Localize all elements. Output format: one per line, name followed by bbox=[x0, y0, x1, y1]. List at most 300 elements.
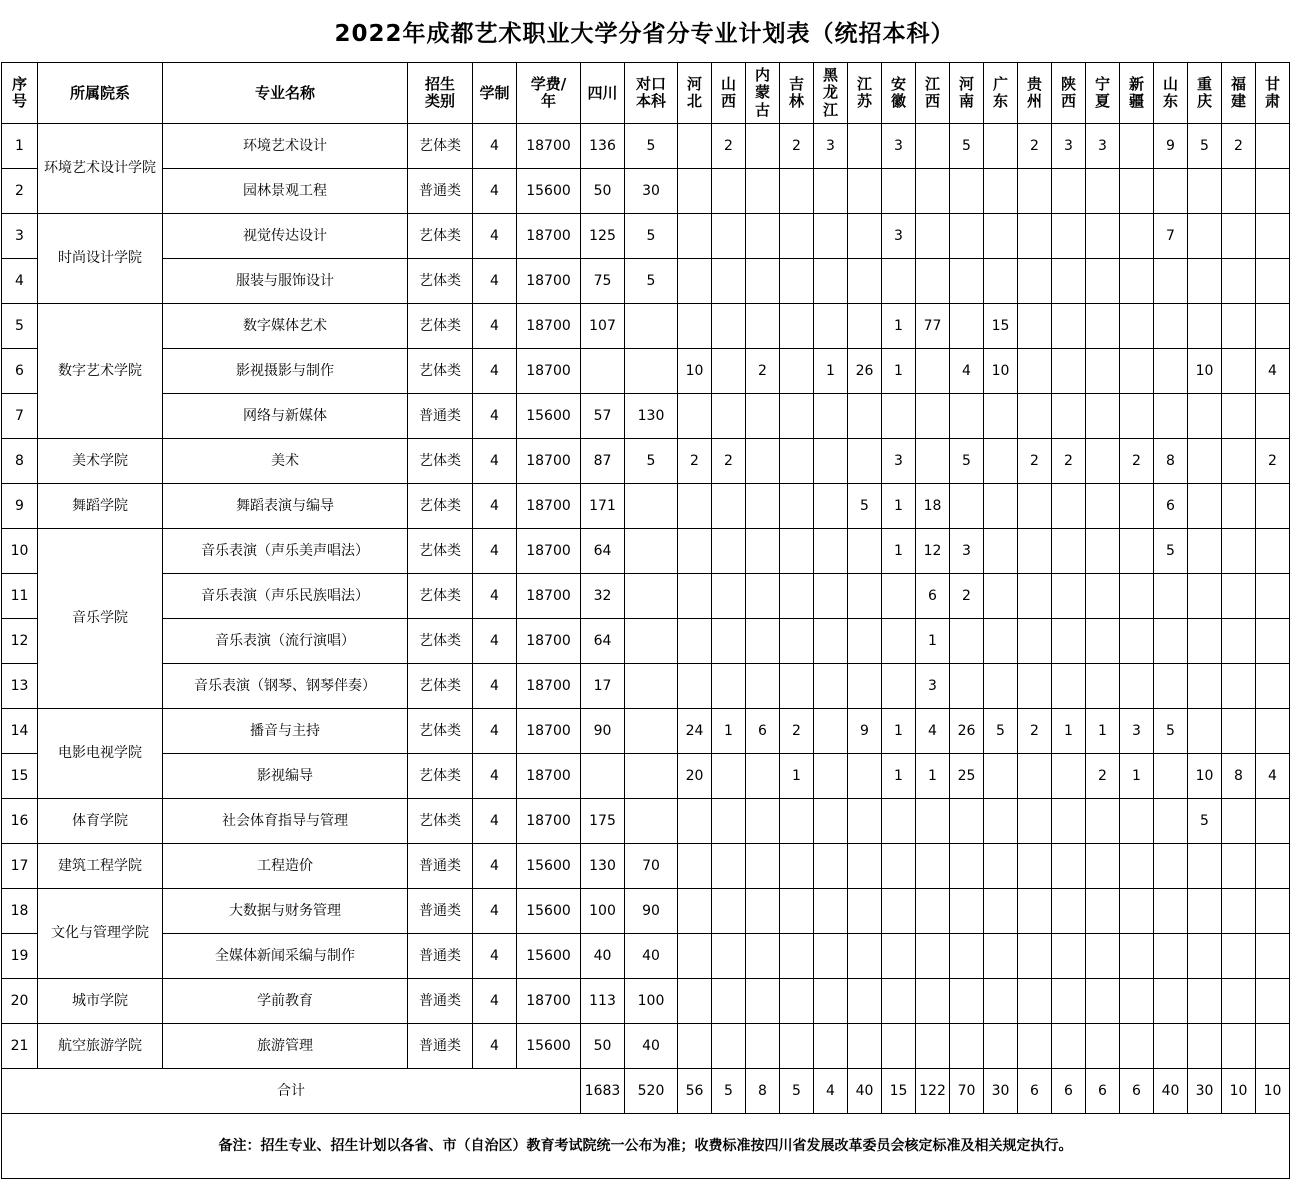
header-province: 重 庆 bbox=[1188, 63, 1222, 124]
row-index: 4 bbox=[2, 259, 38, 304]
province-quota bbox=[1018, 754, 1052, 799]
province-quota: 1 bbox=[882, 349, 916, 394]
counterpart-quota: 5 bbox=[625, 214, 678, 259]
province-quota bbox=[848, 574, 882, 619]
province-quota bbox=[1018, 889, 1052, 934]
province-quota bbox=[950, 844, 984, 889]
province-quota bbox=[1222, 259, 1256, 304]
row-index: 8 bbox=[2, 439, 38, 484]
major-name: 学前教育 bbox=[163, 979, 408, 1024]
province-quota: 1 bbox=[814, 349, 848, 394]
header-years: 学制 bbox=[473, 63, 517, 124]
counterpart-quota bbox=[625, 349, 678, 394]
province-quota: 7 bbox=[1154, 214, 1188, 259]
province-quota bbox=[746, 934, 780, 979]
counterpart-quota: 100 bbox=[625, 979, 678, 1024]
province-quota: 8 bbox=[1222, 754, 1256, 799]
province-quota: 1 bbox=[882, 754, 916, 799]
province-quota bbox=[780, 664, 814, 709]
study-years: 4 bbox=[473, 1024, 517, 1069]
province-quota bbox=[950, 259, 984, 304]
header-province: 山 东 bbox=[1154, 63, 1188, 124]
province-quota bbox=[780, 529, 814, 574]
province-quota bbox=[916, 259, 950, 304]
province-quota bbox=[814, 574, 848, 619]
province-quota bbox=[712, 529, 746, 574]
province-quota bbox=[1086, 169, 1120, 214]
province-quota bbox=[1222, 439, 1256, 484]
tuition-fee: 18700 bbox=[517, 979, 581, 1024]
province-quota bbox=[1120, 1024, 1154, 1069]
province-quota bbox=[848, 979, 882, 1024]
sichuan-quota: 17 bbox=[581, 664, 625, 709]
table-row bbox=[2, 484, 1290, 529]
province-quota bbox=[1052, 754, 1086, 799]
province-quota bbox=[814, 844, 848, 889]
province-quota bbox=[950, 889, 984, 934]
sichuan-quota: 130 bbox=[581, 844, 625, 889]
province-quota bbox=[882, 979, 916, 1024]
province-quota: 1 bbox=[882, 484, 916, 529]
counterpart-quota bbox=[625, 709, 678, 754]
province-quota bbox=[780, 259, 814, 304]
college-name: 时尚设计学院 bbox=[38, 214, 163, 304]
province-quota bbox=[814, 889, 848, 934]
province-quota bbox=[712, 394, 746, 439]
province-quota bbox=[882, 799, 916, 844]
province-quota bbox=[1018, 259, 1052, 304]
province-quota bbox=[678, 844, 712, 889]
province-quota bbox=[1222, 304, 1256, 349]
province-quota: 5 bbox=[848, 484, 882, 529]
province-quota bbox=[984, 844, 1018, 889]
province-quota bbox=[950, 934, 984, 979]
table-row bbox=[2, 664, 1290, 709]
province-quota bbox=[916, 169, 950, 214]
table-row bbox=[2, 799, 1290, 844]
province-quota bbox=[1120, 484, 1154, 529]
province-quota bbox=[984, 394, 1018, 439]
total-province: 30 bbox=[1188, 1069, 1222, 1114]
plan-table-body bbox=[2, 63, 1290, 1179]
province-quota: 1 bbox=[780, 754, 814, 799]
enroll-category: 艺体类 bbox=[408, 214, 473, 259]
province-quota bbox=[916, 124, 950, 169]
province-quota bbox=[1222, 709, 1256, 754]
province-quota bbox=[1120, 124, 1154, 169]
province-quota bbox=[1018, 529, 1052, 574]
province-quota bbox=[1154, 394, 1188, 439]
sichuan-quota: 40 bbox=[581, 934, 625, 979]
major-name: 大数据与财务管理 bbox=[163, 889, 408, 934]
study-years: 4 bbox=[473, 169, 517, 214]
province-quota bbox=[1018, 1024, 1052, 1069]
province-quota bbox=[712, 799, 746, 844]
province-quota bbox=[678, 214, 712, 259]
province-quota: 4 bbox=[1256, 754, 1290, 799]
province-quota bbox=[712, 979, 746, 1024]
total-province: 6 bbox=[1052, 1069, 1086, 1114]
province-quota bbox=[1188, 394, 1222, 439]
enroll-category: 艺体类 bbox=[408, 709, 473, 754]
total-province: 30 bbox=[984, 1069, 1018, 1114]
province-quota bbox=[1018, 664, 1052, 709]
province-quota bbox=[1256, 529, 1290, 574]
province-quota bbox=[1120, 799, 1154, 844]
province-quota bbox=[1154, 799, 1188, 844]
college-name: 航空旅游学院 bbox=[38, 1024, 163, 1069]
total-province: 5 bbox=[780, 1069, 814, 1114]
total-province: 70 bbox=[950, 1069, 984, 1114]
province-quota bbox=[1018, 844, 1052, 889]
total-province: 6 bbox=[1018, 1069, 1052, 1114]
province-quota bbox=[1086, 799, 1120, 844]
major-name: 影视摄影与制作 bbox=[163, 349, 408, 394]
study-years: 4 bbox=[473, 214, 517, 259]
province-quota: 2 bbox=[1086, 754, 1120, 799]
province-quota bbox=[916, 394, 950, 439]
row-index: 10 bbox=[2, 529, 38, 574]
province-quota bbox=[1222, 664, 1256, 709]
table-row bbox=[2, 844, 1290, 889]
province-quota bbox=[1120, 214, 1154, 259]
province-quota: 18 bbox=[916, 484, 950, 529]
province-quota: 3 bbox=[882, 124, 916, 169]
province-quota: 2 bbox=[950, 574, 984, 619]
enroll-category: 艺体类 bbox=[408, 484, 473, 529]
province-quota bbox=[712, 754, 746, 799]
header-province: 内 蒙 古 bbox=[746, 63, 780, 124]
province-quota bbox=[780, 934, 814, 979]
province-quota bbox=[1256, 484, 1290, 529]
province-quota bbox=[984, 124, 1018, 169]
sichuan-quota: 125 bbox=[581, 214, 625, 259]
province-quota bbox=[1086, 394, 1120, 439]
sichuan-quota: 113 bbox=[581, 979, 625, 1024]
province-quota bbox=[1256, 799, 1290, 844]
study-years: 4 bbox=[473, 619, 517, 664]
row-index: 3 bbox=[2, 214, 38, 259]
province-quota bbox=[1120, 844, 1154, 889]
province-quota bbox=[1018, 574, 1052, 619]
province-quota bbox=[780, 349, 814, 394]
province-quota bbox=[814, 214, 848, 259]
province-quota bbox=[950, 979, 984, 1024]
sichuan-quota: 50 bbox=[581, 1024, 625, 1069]
province-quota: 77 bbox=[916, 304, 950, 349]
tuition-fee: 18700 bbox=[517, 259, 581, 304]
province-quota bbox=[1222, 934, 1256, 979]
province-quota bbox=[1256, 259, 1290, 304]
province-quota bbox=[1188, 484, 1222, 529]
major-name: 音乐表演（声乐美声唱法） bbox=[163, 529, 408, 574]
table-row bbox=[2, 889, 1290, 934]
province-quota: 4 bbox=[950, 349, 984, 394]
province-quota bbox=[1154, 619, 1188, 664]
province-quota: 10 bbox=[678, 349, 712, 394]
total-province: 6 bbox=[1120, 1069, 1154, 1114]
province-quota bbox=[1018, 799, 1052, 844]
enroll-category: 艺体类 bbox=[408, 349, 473, 394]
province-quota: 26 bbox=[848, 349, 882, 394]
province-quota bbox=[984, 619, 1018, 664]
province-quota bbox=[1052, 1024, 1086, 1069]
province-quota: 2 bbox=[746, 349, 780, 394]
province-quota: 5 bbox=[950, 124, 984, 169]
province-quota bbox=[678, 619, 712, 664]
province-quota bbox=[814, 439, 848, 484]
header-province: 河 北 bbox=[678, 63, 712, 124]
province-quota bbox=[848, 889, 882, 934]
province-quota bbox=[984, 529, 1018, 574]
counterpart-quota bbox=[625, 574, 678, 619]
tuition-fee: 15600 bbox=[517, 169, 581, 214]
province-quota bbox=[1052, 574, 1086, 619]
header-major: 专业名称 bbox=[163, 63, 408, 124]
row-index: 12 bbox=[2, 619, 38, 664]
province-quota bbox=[678, 484, 712, 529]
total-label: 合计 bbox=[2, 1069, 581, 1114]
province-quota bbox=[780, 439, 814, 484]
major-name: 旅游管理 bbox=[163, 1024, 408, 1069]
province-quota bbox=[1154, 304, 1188, 349]
province-quota: 26 bbox=[950, 709, 984, 754]
province-quota bbox=[848, 529, 882, 574]
sichuan-quota: 100 bbox=[581, 889, 625, 934]
province-quota bbox=[1222, 619, 1256, 664]
province-quota bbox=[678, 394, 712, 439]
province-quota bbox=[984, 484, 1018, 529]
sichuan-quota: 87 bbox=[581, 439, 625, 484]
province-quota bbox=[746, 304, 780, 349]
province-quota: 1 bbox=[882, 709, 916, 754]
province-quota: 10 bbox=[1188, 754, 1222, 799]
enroll-category: 艺体类 bbox=[408, 124, 473, 169]
counterpart-quota: 90 bbox=[625, 889, 678, 934]
province-quota bbox=[1120, 529, 1154, 574]
province-quota bbox=[1086, 619, 1120, 664]
province-quota bbox=[848, 304, 882, 349]
major-name: 音乐表演（钢琴、钢琴伴奏） bbox=[163, 664, 408, 709]
province-quota bbox=[1120, 169, 1154, 214]
province-quota bbox=[1086, 349, 1120, 394]
province-quota bbox=[848, 169, 882, 214]
province-quota bbox=[712, 574, 746, 619]
province-quota bbox=[1120, 574, 1154, 619]
province-quota bbox=[1052, 259, 1086, 304]
province-quota bbox=[1222, 529, 1256, 574]
province-quota bbox=[1188, 844, 1222, 889]
header-province: 江 苏 bbox=[848, 63, 882, 124]
province-quota bbox=[1256, 214, 1290, 259]
province-quota bbox=[848, 844, 882, 889]
province-quota bbox=[882, 619, 916, 664]
college-name: 环境艺术设计学院 bbox=[38, 124, 163, 214]
province-quota: 2 bbox=[712, 439, 746, 484]
major-name: 视觉传达设计 bbox=[163, 214, 408, 259]
sichuan-quota bbox=[581, 349, 625, 394]
province-quota bbox=[1222, 799, 1256, 844]
enroll-category: 普通类 bbox=[408, 934, 473, 979]
province-quota bbox=[1052, 484, 1086, 529]
province-quota bbox=[1086, 304, 1120, 349]
major-name: 数字媒体艺术 bbox=[163, 304, 408, 349]
province-quota bbox=[848, 754, 882, 799]
header-province: 甘 肃 bbox=[1256, 63, 1290, 124]
province-quota bbox=[712, 619, 746, 664]
table-row bbox=[2, 754, 1290, 799]
province-quota bbox=[1086, 844, 1120, 889]
major-name: 全媒体新闻采编与制作 bbox=[163, 934, 408, 979]
total-counterpart: 520 bbox=[625, 1069, 678, 1114]
province-quota bbox=[780, 1024, 814, 1069]
province-quota: 2 bbox=[1222, 124, 1256, 169]
table-row bbox=[2, 979, 1290, 1024]
province-quota: 4 bbox=[1256, 349, 1290, 394]
province-quota bbox=[916, 979, 950, 1024]
counterpart-quota: 5 bbox=[625, 439, 678, 484]
province-quota bbox=[1018, 394, 1052, 439]
province-quota bbox=[814, 709, 848, 754]
province-quota bbox=[882, 394, 916, 439]
province-quota bbox=[1222, 169, 1256, 214]
tuition-fee: 18700 bbox=[517, 484, 581, 529]
total-province: 56 bbox=[678, 1069, 712, 1114]
province-quota bbox=[1188, 259, 1222, 304]
tuition-fee: 15600 bbox=[517, 934, 581, 979]
province-quota bbox=[1256, 709, 1290, 754]
total-row bbox=[2, 1069, 1290, 1114]
province-quota bbox=[848, 664, 882, 709]
study-years: 4 bbox=[473, 574, 517, 619]
major-name: 舞蹈表演与编导 bbox=[163, 484, 408, 529]
province-quota bbox=[950, 484, 984, 529]
province-quota bbox=[882, 259, 916, 304]
province-quota bbox=[1188, 934, 1222, 979]
sichuan-quota: 57 bbox=[581, 394, 625, 439]
province-quota bbox=[1052, 934, 1086, 979]
header-province: 黑 龙 江 bbox=[814, 63, 848, 124]
province-quota bbox=[780, 799, 814, 844]
table-row bbox=[2, 934, 1290, 979]
table-row bbox=[2, 214, 1290, 259]
college-name: 美术学院 bbox=[38, 439, 163, 484]
study-years: 4 bbox=[473, 124, 517, 169]
province-quota bbox=[780, 619, 814, 664]
college-name: 建筑工程学院 bbox=[38, 844, 163, 889]
province-quota bbox=[950, 169, 984, 214]
province-quota bbox=[1154, 979, 1188, 1024]
province-quota: 2 bbox=[678, 439, 712, 484]
province-quota bbox=[1222, 394, 1256, 439]
province-quota bbox=[712, 304, 746, 349]
province-quota bbox=[882, 934, 916, 979]
province-quota bbox=[1018, 484, 1052, 529]
province-quota bbox=[1222, 1024, 1256, 1069]
major-name: 音乐表演（声乐民族唱法） bbox=[163, 574, 408, 619]
province-quota: 1 bbox=[916, 754, 950, 799]
table-row bbox=[2, 619, 1290, 664]
study-years: 4 bbox=[473, 844, 517, 889]
row-index: 16 bbox=[2, 799, 38, 844]
study-years: 4 bbox=[473, 889, 517, 934]
header-category: 招生 类别 bbox=[408, 63, 473, 124]
province-quota bbox=[848, 439, 882, 484]
province-quota bbox=[1188, 304, 1222, 349]
college-name: 音乐学院 bbox=[38, 529, 163, 709]
row-index: 21 bbox=[2, 1024, 38, 1069]
province-quota bbox=[1018, 304, 1052, 349]
province-quota bbox=[1120, 934, 1154, 979]
province-quota: 10 bbox=[984, 349, 1018, 394]
province-quota: 6 bbox=[916, 574, 950, 619]
province-quota bbox=[1120, 664, 1154, 709]
province-quota bbox=[780, 979, 814, 1024]
tuition-fee: 18700 bbox=[517, 619, 581, 664]
province-quota: 3 bbox=[814, 124, 848, 169]
province-quota bbox=[814, 1024, 848, 1069]
province-quota bbox=[1052, 214, 1086, 259]
province-quota bbox=[746, 1024, 780, 1069]
province-quota bbox=[882, 1024, 916, 1069]
province-quota: 9 bbox=[848, 709, 882, 754]
row-index: 5 bbox=[2, 304, 38, 349]
province-quota bbox=[746, 844, 780, 889]
province-quota bbox=[1154, 169, 1188, 214]
province-quota bbox=[916, 889, 950, 934]
college-name: 数字艺术学院 bbox=[38, 304, 163, 439]
province-quota bbox=[1188, 664, 1222, 709]
province-quota bbox=[780, 889, 814, 934]
province-quota bbox=[882, 574, 916, 619]
province-quota bbox=[1188, 214, 1222, 259]
province-quota bbox=[984, 259, 1018, 304]
province-quota: 5 bbox=[1188, 799, 1222, 844]
row-index: 7 bbox=[2, 394, 38, 439]
province-quota: 5 bbox=[1154, 529, 1188, 574]
major-name: 社会体育指导与管理 bbox=[163, 799, 408, 844]
table-row bbox=[2, 439, 1290, 484]
province-quota bbox=[1052, 349, 1086, 394]
province-quota: 1 bbox=[1086, 709, 1120, 754]
province-quota: 5 bbox=[1188, 124, 1222, 169]
tuition-fee: 15600 bbox=[517, 394, 581, 439]
province-quota bbox=[950, 664, 984, 709]
province-quota bbox=[950, 619, 984, 664]
province-quota: 4 bbox=[916, 709, 950, 754]
province-quota bbox=[1052, 799, 1086, 844]
province-quota bbox=[882, 844, 916, 889]
province-quota bbox=[746, 484, 780, 529]
province-quota: 25 bbox=[950, 754, 984, 799]
province-quota bbox=[814, 799, 848, 844]
province-quota bbox=[678, 259, 712, 304]
province-quota bbox=[1052, 169, 1086, 214]
province-quota: 10 bbox=[1188, 349, 1222, 394]
province-quota bbox=[678, 1024, 712, 1069]
enroll-category: 普通类 bbox=[408, 979, 473, 1024]
province-quota bbox=[950, 304, 984, 349]
province-quota bbox=[746, 124, 780, 169]
province-quota bbox=[780, 574, 814, 619]
tuition-fee: 18700 bbox=[517, 799, 581, 844]
province-quota bbox=[984, 1024, 1018, 1069]
province-quota bbox=[780, 304, 814, 349]
province-quota bbox=[984, 439, 1018, 484]
tuition-fee: 15600 bbox=[517, 844, 581, 889]
province-quota bbox=[678, 124, 712, 169]
table-row bbox=[2, 259, 1290, 304]
